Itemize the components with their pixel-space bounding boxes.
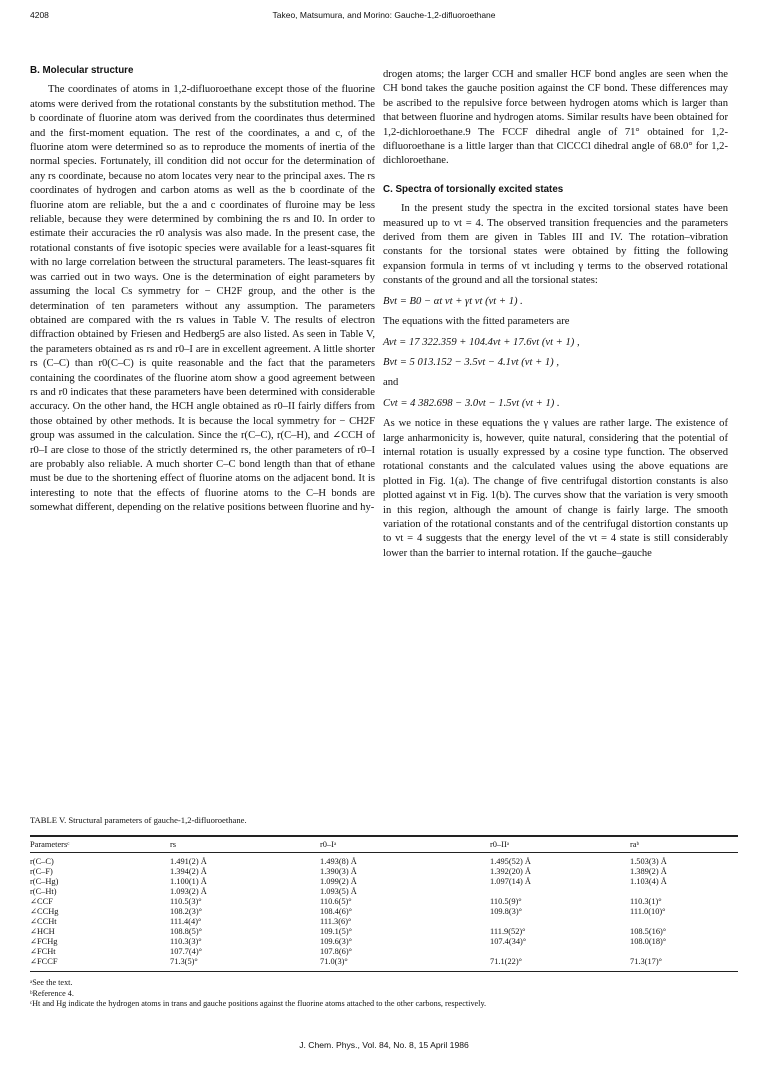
table-cell: 1.392(20) Å xyxy=(490,867,531,876)
table-cell: 108.4(6)° xyxy=(320,907,352,916)
table-row xyxy=(30,853,738,868)
structural-parameters-table xyxy=(30,835,738,972)
table-cell: 1.493(8) Å xyxy=(320,857,357,866)
table-row xyxy=(30,887,738,897)
table-cell: 1.390(3) Å xyxy=(320,867,357,876)
section-heading-molecular-structure: B. Molecular structure xyxy=(30,65,134,76)
table-row xyxy=(30,947,738,957)
table-cell: 107.8(6)° xyxy=(320,947,352,956)
table-row xyxy=(30,897,738,907)
table-cell: 107.7(4)° xyxy=(170,947,202,956)
table-row xyxy=(30,907,738,917)
table-cell: ∠FCCF xyxy=(30,957,58,966)
journal-footer: J. Chem. Phys., Vol. 84, No. 8, 15 April 1986 xyxy=(299,1040,469,1050)
body-paragraph: As we notice in these equations the γ values are rather large. The existence of large anharmonicity is, however, quite natural, considering that the potential of internal rotation is usually expressed by a cosine type function. The observed rotational constants and the calculated values using the above equations are plotted in Fig. 1(a). The change of five centrifugal distortion constants is also plotted against vt in Fig. 1(b). The curves show that the variation is very smooth in this region, although the amount of change is fairly large. The smooth variation of the rotational constants and of the centrifugal distortion constants up to vt = 4 suggests that the energy level of the vt = 4 state is still considerably lower than the barrier to internal rotation. If the gauche–gauche xyxy=(383,418,728,559)
table-cell: 1.103(4) Å xyxy=(630,877,667,886)
table-cell: 1.093(5) Å xyxy=(320,887,357,896)
table-cell: 109.6(3)° xyxy=(320,937,352,946)
table-cell: 1.389(2) Å xyxy=(630,867,667,876)
table-cell: 108.5(16)° xyxy=(630,927,667,936)
table-cell: 110.6(5)° xyxy=(320,897,352,906)
table-cell: 1.495(52) Å xyxy=(490,857,531,866)
table-cell: r(C–Ht) xyxy=(30,887,57,896)
table-cell: ∠FCHg xyxy=(30,937,58,946)
table-cell: 1.491(2) Å xyxy=(170,857,207,866)
equation-c: Cvt = 4 382.698 − 3.0vt − 1.5vt (vt + 1) . xyxy=(383,397,560,409)
table-cell: 108.0(18)° xyxy=(630,937,667,946)
table-cell: 1.503(3) Å xyxy=(630,857,667,866)
table-footnotes xyxy=(30,978,738,1010)
column-header: raᵇ xyxy=(630,840,640,849)
column-header: rs xyxy=(170,840,177,849)
table-cell: r(C–Hg) xyxy=(30,877,59,886)
table-cell: 111.4(4)° xyxy=(170,917,202,926)
table-cell: 1.099(2) Å xyxy=(320,877,357,886)
table-cell: 109.1(5)° xyxy=(320,927,352,936)
table-cell xyxy=(630,887,738,897)
section-heading-torsional-states: C. Spectra of torsionally excited states xyxy=(383,183,564,195)
table-cell xyxy=(630,917,738,927)
body-paragraph: In the present study the spectra in the excited torsional states have been measured up to vt = 4. The observed transition frequencies and the parameters derived from them are given in Tables III and IV. The rotation–vibration constants for the torsional states were obtained by fitting the following expansion formula in terms of vt including γ terms to the observed rotational constants of the ground and all the torsional states: xyxy=(383,203,728,287)
table-cell: 1.093(2) Å xyxy=(170,887,207,896)
table-cell: 107.4(34)° xyxy=(490,937,527,946)
table-cell: 111.0(10)° xyxy=(630,907,666,916)
body-paragraph: drogen atoms; the larger CCH and smaller HCF bond angles are seen when the CH bond takes the gauche position against the CF bond. These differences may be ascribed to the repulsive force between hydrogen atoms which is larger than that between fluorine and hydrogen atoms. Similar results have been obtained for 1,2-dichloroethane.9 The FCCF dihedral angle of 71° obtained for 1,2-difluoroethane is a little larger than that ClCCCl dihedral angle of 68.0° for 1,2-dichloroethane. xyxy=(383,69,728,167)
left-column xyxy=(30,64,375,516)
table-row xyxy=(30,957,738,972)
table-cell xyxy=(490,947,630,957)
column-header: r0–IIᵃ xyxy=(490,840,510,849)
table-cell: 71.1(22)° xyxy=(490,957,522,966)
table-cell xyxy=(630,947,738,957)
table-cell: r(C–C) xyxy=(30,857,54,866)
footnote: ᵇReference 4. xyxy=(30,988,74,998)
table-row xyxy=(30,917,738,927)
running-header xyxy=(30,10,738,26)
table-header-row xyxy=(30,836,738,853)
table-cell: 71.0(3)° xyxy=(320,957,348,966)
table-cell: 110.5(3)° xyxy=(170,897,202,906)
table-cell: 111.3(6)° xyxy=(320,917,352,926)
equation-b: Bvt = 5 013.152 − 3.5vt − 4.1vt (vt + 1) , xyxy=(383,356,559,368)
body-paragraph: The coordinates of atoms in 1,2-difluoroethane except those of the fluorine atoms were derived from the rotational constants by the substitution method. The b coordinate of fluorine atom was derived from the coordinates thus determined and the first-moment equation. The rest of the coordinates, a and c, of the fluorine atom were determined so as to reproduce the moments of inertia of the normal species. Fortunately, ill condition did not occur for the determination of any rs coordinate, because no atom locates very near to the principal axes. The rs coordinates of hydrogen and carbon atoms as well as the b coordinate of the fluorine atom are reliable, but the a and c coordinates of fluroine may be less reliable, because they were determined by combining the rs and I0. In order to estimate their accuracies the r0 analysis was also made. In the present case, the rotational constants of five isotopic species were available for a least-squares fit with no large correlation between the structural parameters. The least-squares fit was carried out in two ways. One is the determination of eight parameters by assuming the local Cs symmetry for − CH2F group, and the other is the determination of ten parameters without any assumption. The parameters obtained are compared with the rs values in Table V. The results of electron diffraction obtained by Friesen and Hedberg5 are also listed. As seen in Table V, the parameters obtained as rs and r0–I are in excellent agreement. A little shorter rs (C–C) than r0(C–C) is quite reasonable and the fact that the parameters containing the coordinates of the fluorine atom show a good agreement between rs and r0 indicates that these parameters have been determined with considerable accuracy. On the other hand, the HCH angle obtained as r0–II fairly differs from those obtained by other methods. It is because the local symmetry for − CH2F group was assumed in the calculation. Since the r(C–C), r(C–H), and ∠CCH of r0–I are close to those of the strictly determined rs, the other parameters of r0–I are probably also reliable. A much shorter C–C bond length than that of ethane must be due to the shortening effect of fluorine atoms on the adjacent bond. It is interesting to note that the effects of fluorine atoms to the C–H bonds are somewhat different, depending on the relative positions between fluorine and hy- xyxy=(30,84,375,514)
table-caption: TABLE V. Structural parameters of gauche-1,2-difluoroethane. xyxy=(30,815,247,825)
table-cell: 110.3(1)° xyxy=(630,897,662,906)
footnote: ᶜHt and Hg indicate the hydrogen atoms in trans and gauche positions against the fluorine atoms attached to the other carbons, respectively. xyxy=(30,999,487,1008)
table-cell: 108.8(5)° xyxy=(170,927,202,936)
table-cell xyxy=(490,887,630,897)
table-v xyxy=(30,815,738,1010)
and-word: and xyxy=(383,377,399,389)
table-cell: 111.9(52)° xyxy=(490,927,526,936)
table-cell: ∠CCHg xyxy=(30,907,59,916)
table-cell: 108.2(3)° xyxy=(170,907,202,916)
right-column xyxy=(383,68,728,561)
table-row xyxy=(30,877,738,887)
running-title: Takeo, Matsumura, and Morino: Gauche-1,2-difluoroethane xyxy=(272,10,496,20)
page-number: 4208 xyxy=(30,10,49,20)
table-cell xyxy=(490,917,630,927)
table-cell: ∠HCH xyxy=(30,927,55,936)
equation-general: Bvt = B0 − αt vt + γt vt (vt + 1) . xyxy=(383,295,523,307)
table-cell: ∠CCHt xyxy=(30,917,57,926)
table-cell: 71.3(5)° xyxy=(170,957,198,966)
equations-intro: The equations with the fitted parameters are xyxy=(383,316,570,328)
table-cell: 1.097(14) Å xyxy=(490,877,531,886)
table-row xyxy=(30,927,738,937)
table-cell: 109.8(3)° xyxy=(490,907,522,916)
table-row xyxy=(30,937,738,947)
table-cell: 1.394(2) Å xyxy=(170,867,207,876)
column-header: Parametersᶜ xyxy=(30,840,70,849)
table-cell: ∠FCHt xyxy=(30,947,56,956)
equation-a: Avt = 17 322.359 + 104.4vt + 17.6vt (vt + 1) , xyxy=(383,336,580,348)
table-cell: 1.100(1) Å xyxy=(170,877,207,886)
table-cell: 110.3(3)° xyxy=(170,937,202,946)
table-cell: ∠CCF xyxy=(30,897,53,906)
table-cell: 110.5(9)° xyxy=(490,897,522,906)
column-header: r0–Iᵃ xyxy=(320,840,337,849)
footnote: ᵃSee the text. xyxy=(30,978,73,987)
table-cell: r(C–F) xyxy=(30,867,53,876)
table-row xyxy=(30,867,738,877)
table-cell: 71.3(17)° xyxy=(630,957,662,966)
